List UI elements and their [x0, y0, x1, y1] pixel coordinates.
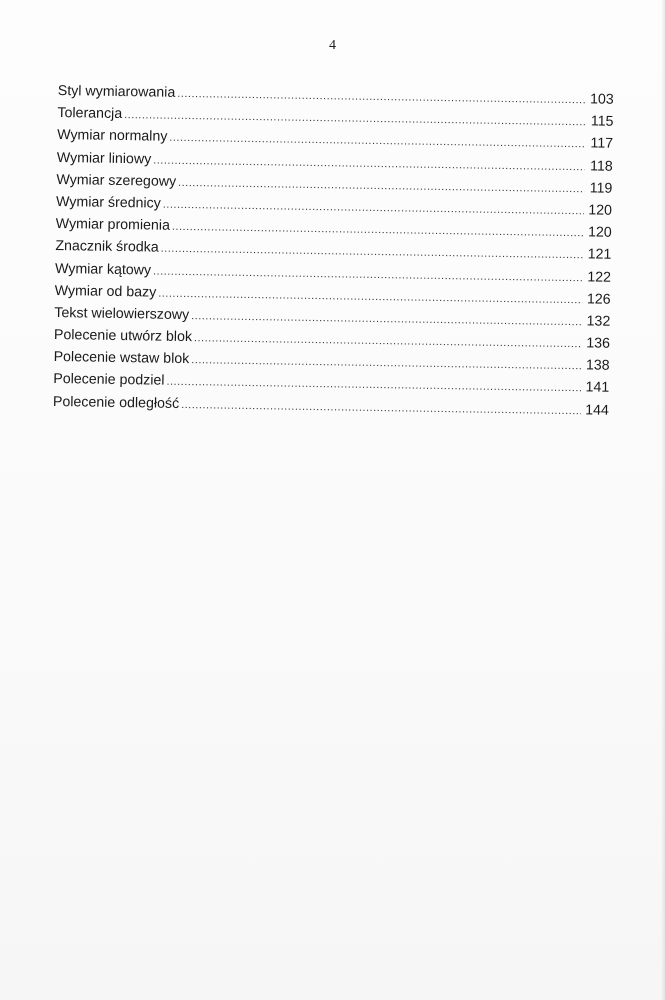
- toc-entry-page: 115: [590, 113, 614, 130]
- toc-entry-title: Wymiar normalny: [57, 127, 168, 146]
- toc-dot-leader: [181, 393, 581, 422]
- toc-entry-page: 120: [587, 224, 612, 241]
- toc-entry-page: 141: [585, 379, 610, 397]
- toc-entry-title: Wymiar kątowy: [54, 260, 152, 278]
- toc-entry-page: 117: [590, 135, 614, 153]
- toc-entry-page: 138: [585, 357, 610, 374]
- toc-entry-title: Wymiar promienia: [55, 216, 171, 234]
- toc-entry-page: 121: [587, 246, 612, 264]
- toc-entry-page: 136: [586, 335, 611, 352]
- toc-entry-page: 132: [586, 313, 611, 330]
- toc-entry-title: Wymiar liniowy: [56, 149, 152, 168]
- page-number: 4: [329, 38, 336, 53]
- toc-entry-title: Polecenie podziel: [53, 371, 165, 390]
- toc-entry-title: Wymiar szeregowy: [56, 171, 177, 190]
- page-edge-shadow: [661, 0, 665, 1000]
- toc-entry-title: Polecenie wstaw blok: [53, 349, 190, 368]
- toc-entry-title: Wymiar średnicy: [55, 193, 161, 212]
- toc-entry-page: 120: [588, 202, 613, 219]
- toc-entry-title: Polecenie utwórz blok: [53, 327, 193, 346]
- toc-entry-page: 126: [586, 291, 611, 308]
- toc-entry-title: Styl wymiarowania: [57, 82, 176, 101]
- toc-entry-title: Tolerancja: [57, 105, 123, 123]
- toc-entry-title: Znacznik środka: [55, 238, 159, 256]
- toc-entry-page: 144: [585, 401, 610, 419]
- toc-entry-title: Polecenie odległość: [52, 393, 180, 412]
- table-of-contents: [53, 80, 614, 422]
- toc-entry-title: Wymiar od bazy: [54, 282, 157, 301]
- toc-entry-page: 122: [587, 268, 612, 286]
- toc-entry-title: Tekst wielowierszowy: [54, 304, 190, 323]
- toc-entry-page: 119: [589, 180, 613, 197]
- toc-entry-page: 103: [589, 91, 614, 108]
- toc-entry-page: 118: [589, 157, 613, 175]
